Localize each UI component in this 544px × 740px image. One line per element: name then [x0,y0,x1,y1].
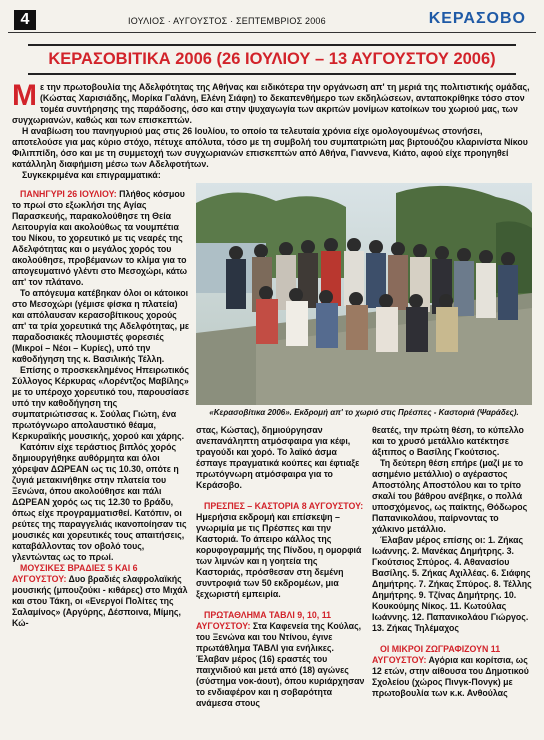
paragraph-text: Στα Καφενεία της Κούλας, του Ξενώνα και του Ντίνου, έγινε πρωτάθλημα ΤΑΒΛΙ για ενήλικες. Έλαβαν μέρος (16) εραστές του παιχνιδιού και μετά από (18) αγώνες (σύστημα νοκ-άουτ), όπου κυριάρχησαν το ενδιαφέρον και η σοβαρότητα ανάμεσα στους [196,621,365,708]
group-photo-image [196,183,532,405]
paragraph-text: στας, Κώστας), δημιούργησαν ανεπανάληπτη ατμόσφαιρα για κέφι, τραγούδι και χορό. Το λαϊκό άσμα έσπαγε πραγματικά κούπες και έφτιαξε πρωτόγνωρη ατμόσφαιρα για το Κεράσοβο. [196,425,360,490]
subheading-prespes: ΠΡΕΣΠΕΣ – ΚΑΣΤΟΡΙΑ 8 ΑΥΓΟΥΣΤΟΥ: [204,501,364,511]
page-number: 4 [14,10,36,30]
intro-paragraph-1: ε την πρωτοβουλία της Αδελφότητας της Αθήνας και ειδικότερα την οργάνωση απ' τη μεριά της πολιτιστικής ομάδας, (Κώστας Χαρισιάδης, Μορίκα Γαλάνη, Ελένη Σιάφη) το δεκαπενθήμερο των εκδηλώσεων, ανταποκρίθηκε τόσο στον τομέα συντήρησης της παράδοσης, όσο και στην ψυχαγωγία των ακριτών μονίμων κατοίκων του χωριού μας, των συγχωριανών, καθώς και των επισκεπτών. [12,82,530,125]
page-header [8,6,536,32]
subheading-mousikes-vradies: ΜΟΥΣΙΚΕΣ ΒΡΑΔΙΕΣ 5 ΚΑΙ 6 ΑΥΓΟΥΣΤΟΥ: [12,563,138,584]
paragraph-text: θεατές, την πρώτη θέση, το κύπελλο και το χρυσό μετάλλιο κατέκτησε άξιτιπος ο Βασίλης Γκούτσιος. [372,425,524,457]
paragraph-text: Πλήθος κόσμου το πρωί στο εξωκλήσι της Αγίας Παρασκευής, παρακολούθησε τη Θεία Λειτουργία και ακολούθως τα νουμπέτια του Νίκου, το χορευτικό με τις νεαρές της Αδελφότητας και ο μεγάλος χορός του ακολούθησε, προβέμανων το κλίμα για το απογευματινό γλέντι στο Μεσοχώρι, κάτω απ' τον πλάτανο. [12,189,188,287]
intro-paragraph-3: Συγκεκριμένα και επιγραμματικά: [22,170,161,180]
paragraph-text: Αγόρια και κορίτσια, ως 12 ετών, στην αίθουσα του Δημοτικού Σχολείου (χώρος Πινγκ-Πονγκ) με πρωτοβουλία των κ.κ. Ανθούλας [372,655,529,698]
subheading-mikroi-zografoi: ΟΙ ΜΙΚΡΟΙ ΖΩΓΡΑΦΙΖΟΥΝ 11 ΑΥΓΟΥΣΤΟΥ: [372,644,501,665]
middle-column [196,425,366,709]
right-column [372,425,532,699]
article-title: ΚΕΡΑΣΟΒΙΤΙΚΑ 2006 (26 ΙΟΥΛΙΟΥ – 13 ΑΥΓΟΥΣΤΟΥ 2006) [28,44,516,75]
paragraph-text: Δυο βραδιές ελαφρολαϊκής μουσικής (μπουζούκι - κιθάρες) στο Μιχάλ και στου Τάκη, οι «Ενεργοί Πολίτες της Σαλαμίνος» (Αργύρης, Δέσποινα, Μίμης, Κώ- [12,574,188,628]
left-column [12,189,190,629]
subheading-tavli: ΠΡΩΤΑΘΛΗΜΑ ΤΑΒΛΙ 9, 10, 11 ΑΥΓΟΥΣΤΟΥ: [196,610,331,631]
issue-date: ΙΟΥΛΙΟΣ · ΑΥΓΟΥΣΤΟΣ · ΣΕΠΤΕΜΒΡΙΟΣ 2006 [128,16,326,26]
paragraph-text: Έλαβαν μέρος επίσης οι: 1. Ζήκας Ιωάννης. 2. Μανέκας Δημήτρης. 3. Γκούτσιος Σπύρος. 4. Αθανασίου Βασίλης. 5. Ζήκας Αχιλλέας. 6. Σιάφης Δημήτρης. 7. Ζήκας Σπύρος. 8. Τέλλης Δημήτρης. 9. Τζίνας Δημήτρης. 10. Κουκούμης Νίκος. 11. Κωτούλας Ιωάννης. 12. Παπανικολάου Γιώργος. 13. Ζήκας Τηλέμαχος [372,535,532,633]
intro-paragraph-2: Η αναβίωση του πανηγυριού μας στις 26 Ιουλίου, το οποίο τα τελευταία χρόνια είχε ομολογουμένως στονήσει, αποτελούσε για μας κύριο στόχο, πέτυχε απόλυτα, τόσο με τη συμβολή του συμπατριώτη μας βιρτουόζου κλαρινίστα Νίκου Φιλιππίδη, όσο και με τη συμμετοχή των συγχωριανών επισκεπτών από Αθήνα, Γιαννενα, Κιάτο, αφού είχε προηγηθεί κατάλληλη διαφήμιση μέσω των Αδελφοτήτων. [12,126,528,169]
paragraph-text: Το απόγευμα κατέβηκαν όλοι οι κάτοικοι στο Μεσοχώρι (γέμισε φίσκα η πλατεία) και απόλαυσαν κερασοβίτικους χορούς απ' τα τρία χορευτικά της Αδελφότητας, με παραδοσιακές πλουμιστές φορεσιές (Μικροί – Νέοι – Κυρίες), υπό την καθοδήγηση της κ. Βασιλικής Τέλλη. [12,288,190,364]
article-intro [12,79,532,181]
drop-cap: Μ [12,79,37,112]
photo-caption: «Κερασοβίτικα 2006». Εκδρομή απ' το χωριό στις Πρέσπες - Καστοριά (Ψαράδες). [209,408,519,417]
newspaper-logo: ΚΕΡΑΣΟΒΟ [428,10,526,27]
paragraph-text: Ημερήσια εκδρομή και επίσκεψη – γνωριμία με τις Πρέσπες και την Καστοριά. Το άπειρο κάλλος της κορυφογραμμής της Πίνδου, η ομορφιά των λιμνών και η γοητεία της Καστοριάς, πρόσθεσαν στη δεμένη συντροφιά των 50 εκδρομέων, μια ξεχωριστή εμπειρία. [196,512,362,599]
paragraph-text: Επίσης ο προσκεκλημένος Ηπειρωτικός Σύλλογος Κέρκυρας «Λορέντζος Μαβίλης» με το υπέροχο χορευτικό του, παρουσίασε υπό την καθοδήγηση της συμπατριώτισσας κ. Σούλας Γιώτη, ένα πρωτόγνωρο απολαυστικό θέαμα, Κερκυραϊκής μουσικής, χορού και χάρης. [12,365,190,441]
header-divider [8,32,536,33]
subheading-panigyri: ΠΑΝΗΓΥΡΙ 26 ΙΟΥΛΙΟΥ: [20,189,117,199]
paragraph-text: Τη δεύτερη θέση επήρε (μαζί με το ασημένιο μετάλλιο) ο αγέραστος Αποστόλης Αποστόλου και το τρίτο σκαλί του βάθρου ανέβηκε, ο πολλά υποσχόμενος, ως παίκτης, Θόδωρος Παπανικολάου, παίρνοντας το χάλκινο μετάλλιο. [372,458,528,534]
paragraph-text: Κατόπιν είχε τεράστιος βιπλός χορός δημιουργήθηκε αυθόρμητα και όλοι χόρεψαν ΔΩΡΕΑΝ ως τις 10.30, οπότε η ζυγιά μετακινήθηκε στην πλατεία του Ξενώνα, όπου ακολούθησε και πάλι ΔΩΡΕΑΝ χορός ως τις 12.30 το βράδυ, όπως είχε προγραμματισθεί. Κατόπιν, οι ρεύτες της παραγγελιάς ικανοποίησαν τις μουσικές και χορευτικές τους απαιτήσεις, καταβάλλοντας τον οβολό τους, γλεντώντας ως το πρωί. [12,442,187,562]
group-photo [196,183,532,405]
